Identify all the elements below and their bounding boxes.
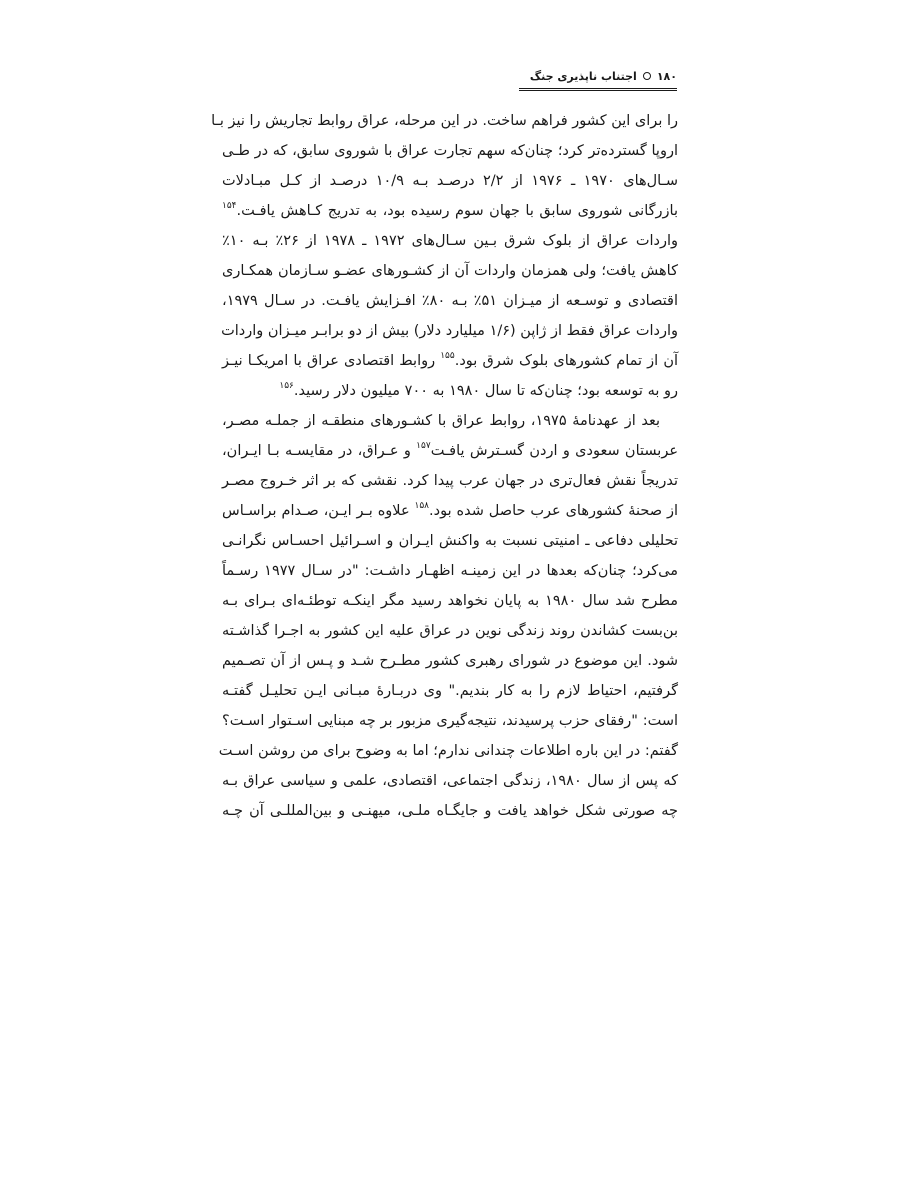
text-line: شود. این موضوع در شورای رهبری کشور مطـرح شـد و پـس از آن تصـمیم — [222, 653, 678, 669]
text-line: سـال‌های ۱۹۷۰ ـ ۱۹۷۶ از ۲/۲ درصـد بـه ۱۰/۹ درصـد از کـل مبـادلات — [222, 173, 678, 189]
header-double-rule — [519, 88, 677, 91]
text-line: که پس از سال ۱۹۸۰، زندگی اجتماعی، اقتصادی، علمی و سیاسی عراق بـه — [222, 773, 678, 789]
text-line: را برای این کشور فراهم ساخت. در این مرحله، عراق روابط تجاریش را نیز بـا — [211, 113, 678, 129]
footnote-ref: ۱۵۵ — [440, 351, 455, 361]
text-line: بازرگانی شوروی سابق با جهان سوم رسیده بود، به تدریج کـاهش یافـت.$^{۱۵۴}$ — [222, 201, 678, 219]
footnote-ref: ۱۵۴ — [222, 201, 237, 211]
text-line: می‌کرد؛ چنان‌که بعدها در این زمینـه اظهـار داشـت: "در سـال ۱۹۷۷ رسـماً — [222, 563, 678, 579]
separator-circle-icon — [643, 72, 651, 80]
text-line: واردات عراق از بلوک شرق بـین سـال‌های ۱۹۷۲ ـ ۱۹۷۸ از ۲۶٪ بـه ۱۰٪ — [222, 233, 679, 249]
text-line: بن‌بست کشاندن روند زندگی نوین در عراق علیه این کشور به اجـرا گذاشـته — [222, 623, 678, 639]
text-line: است: "رفقای حزب پرسیدند، نتیجه‌گیری مزبور بر چه مبنایی اسـتوار اسـت؟ — [222, 713, 678, 729]
text-line: تدریجاً نقش فعال‌تری در جهان عرب پیدا کرد. نقشی که بر اثر خـروج مصـر — [222, 473, 678, 489]
text-line: عربستان سعودی و اردن گسـترش یافـت$^{۱۵۷}$ و عـراق، در مقایسـه بـا ایـران، — [222, 441, 678, 459]
text-line: مطرح شد سال ۱۹۸۰ به پایان نخواهد رسید مگر اینکـه توطئـه‌ای بـرای بـه — [222, 593, 679, 609]
text-line: رو به توسعه بود؛ چنان‌که تا سال ۱۹۸۰ به ۷۰۰ میلیون دلار رسید.$^{۱۵۶}$ — [279, 381, 678, 399]
text-line: گرفتیم، احتیاط لازم را به کار بندیم." وی دربـارهٔ مبـانی ایـن تحلیـل گفتـه — [222, 683, 678, 699]
body-text — [211, 106, 679, 826]
text-line: از صحنهٔ کشورهای عرب حاصل شده بود.$^{۱۵۸}$ علاوه بـر ایـن، صـدام براسـاس — [222, 501, 678, 519]
text-line: گفتم: در این باره اطلاعات چندانی ندارم؛ اما به وضوح برای من روشن اسـت — [218, 743, 678, 759]
text-line: آن از تمام کشورهای بلوک شرق بود.$^{۱۵۵}$ روابط اقتصادی عراق با امریکـا نیـز — [222, 351, 678, 369]
text-line: واردات عراق فقط از ژاپن (۱/۶ میلیارد دلار) بیش از دو برابـر میـزان واردات — [221, 323, 678, 339]
text-line: کاهش یافت؛ ولی همزمان واردات آن از کشـورهای عضـو سـازمان همکـاری — [222, 263, 678, 279]
text-line: تحلیلی دفاعی ـ امنیتی نسبت به واکنش ایـران و اسـرائیل احسـاس نگرانـی — [222, 533, 678, 549]
text-line: اروپا گسترده‌تر کرد؛ چنان‌که سهم تجارت عراق با شوروی سابق، که در طـی — [222, 143, 678, 159]
running-header — [519, 66, 677, 86]
page-number: ۱۸۰ — [656, 69, 677, 83]
footnote-ref: ۱۵۶ — [279, 381, 294, 391]
text-line: چه صورتی شکل خواهد یافت و جایگـاه ملـی، میهنـی و بین‌المللـی آن چـه — [222, 803, 678, 819]
running-title: اجتناب ناپذیری جنگ — [529, 69, 637, 83]
text-line: بعد از عهدنامهٔ ۱۹۷۵، روابط عراق با کشـورهای منطقـه از جملـه مصـر، — [222, 413, 660, 429]
footnote-ref: ۱۵۷ — [416, 441, 431, 451]
footnote-ref: ۱۵۸ — [414, 501, 430, 511]
text-line: اقتصادی و توسـعه از میـزان ۵۱٪ بـه ۸۰٪ افـزایش یافـت. در سـال ۱۹۷۹، — [222, 293, 678, 309]
